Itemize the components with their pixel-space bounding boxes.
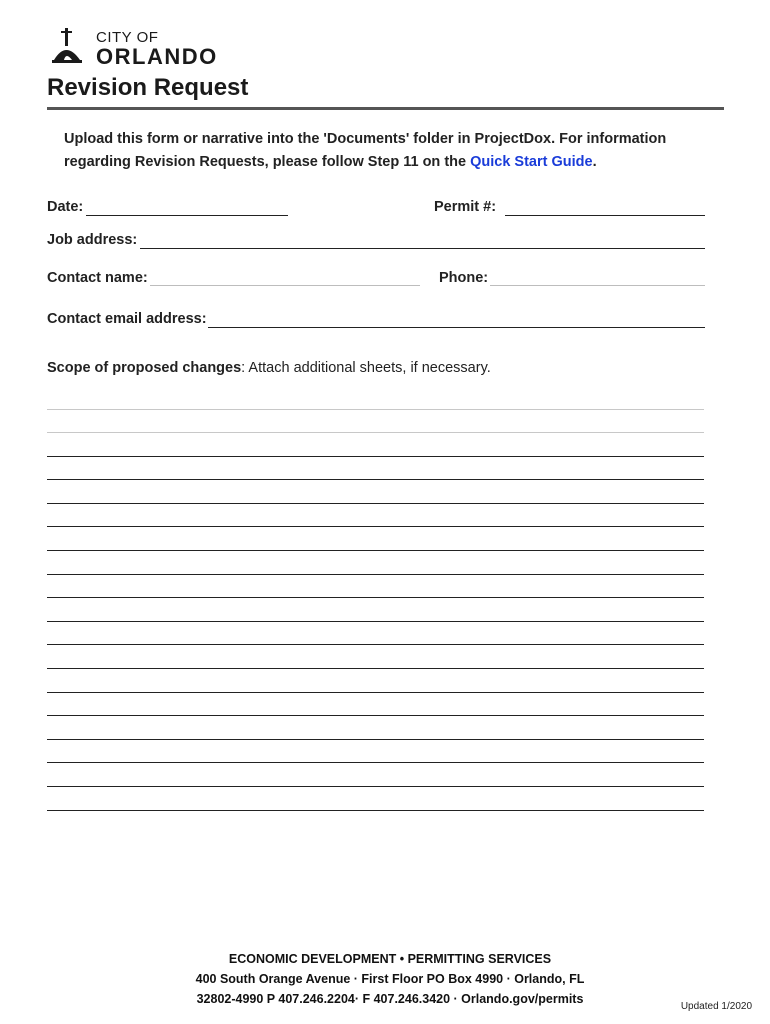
- scope-line[interactable]: [47, 479, 704, 480]
- updated-date: Updated 1/2020: [680, 1001, 752, 1012]
- city-seal-icon: [50, 26, 92, 66]
- scope-line[interactable]: [47, 692, 704, 693]
- contact-email-label: Contact email address:: [47, 311, 207, 327]
- phone-field[interactable]: [490, 285, 705, 286]
- scope-line[interactable]: [47, 503, 704, 504]
- job-address-field[interactable]: [140, 248, 705, 249]
- scope-line[interactable]: [47, 786, 704, 787]
- city-logo: [50, 26, 230, 69]
- contact-name-label: Contact name:: [47, 270, 148, 286]
- permit-field[interactable]: [505, 215, 705, 216]
- date-label: Date:: [47, 199, 84, 215]
- scope-line[interactable]: [47, 762, 704, 763]
- scope-line[interactable]: [47, 810, 704, 811]
- scope-heading: [47, 360, 491, 376]
- scope-line[interactable]: [47, 409, 704, 410]
- scope-line[interactable]: [47, 597, 704, 598]
- scope-line[interactable]: [47, 715, 704, 716]
- scope-line[interactable]: [47, 456, 704, 457]
- scope-line[interactable]: [47, 644, 704, 645]
- scope-line[interactable]: [47, 574, 704, 575]
- logo-city-of: CITY OF: [96, 29, 159, 46]
- scope-line[interactable]: [47, 668, 704, 669]
- footer-department: ECONOMIC DEVELOPMENT • PERMITTING SERVICES: [228, 952, 552, 966]
- date-field[interactable]: [86, 215, 288, 216]
- title-divider: [47, 107, 724, 110]
- intro-paragraph: [64, 128, 704, 174]
- intro-text: Upload this form or narrative into the 'Documents' folder in ProjectDox. For information regarding Revision Requests, please follow Step 11 on the: [64, 131, 667, 170]
- scope-note: : Attach additional sheets, if necessary.: [241, 360, 491, 376]
- footer-address: 400 South Orange Avenue · First Floor PO Box 4990 · Orlando, FL: [195, 972, 585, 986]
- scope-line[interactable]: [47, 432, 704, 433]
- job-address-label: Job address:: [47, 232, 138, 248]
- scope-line[interactable]: [47, 739, 704, 740]
- logo-orlando: ORLANDO: [96, 44, 218, 69]
- intro-text-end: .: [592, 154, 597, 170]
- contact-email-field[interactable]: [208, 327, 705, 328]
- quick-start-guide-link[interactable]: Quick Start Guide: [470, 154, 593, 170]
- scope-label: Scope of proposed changes: [47, 360, 242, 376]
- phone-label: Phone:: [439, 270, 489, 286]
- footer: [140, 949, 640, 1009]
- scope-line[interactable]: [47, 550, 704, 551]
- contact-name-field[interactable]: [150, 285, 420, 286]
- permit-label: Permit #:: [434, 199, 497, 215]
- page-title: Revision Request: [47, 74, 249, 101]
- scope-line[interactable]: [47, 526, 704, 527]
- scope-line[interactable]: [47, 621, 704, 622]
- footer-contact: 32802-4990 P 407.246.2204· F 407.246.3420 · Orlando.gov/permits: [196, 992, 584, 1006]
